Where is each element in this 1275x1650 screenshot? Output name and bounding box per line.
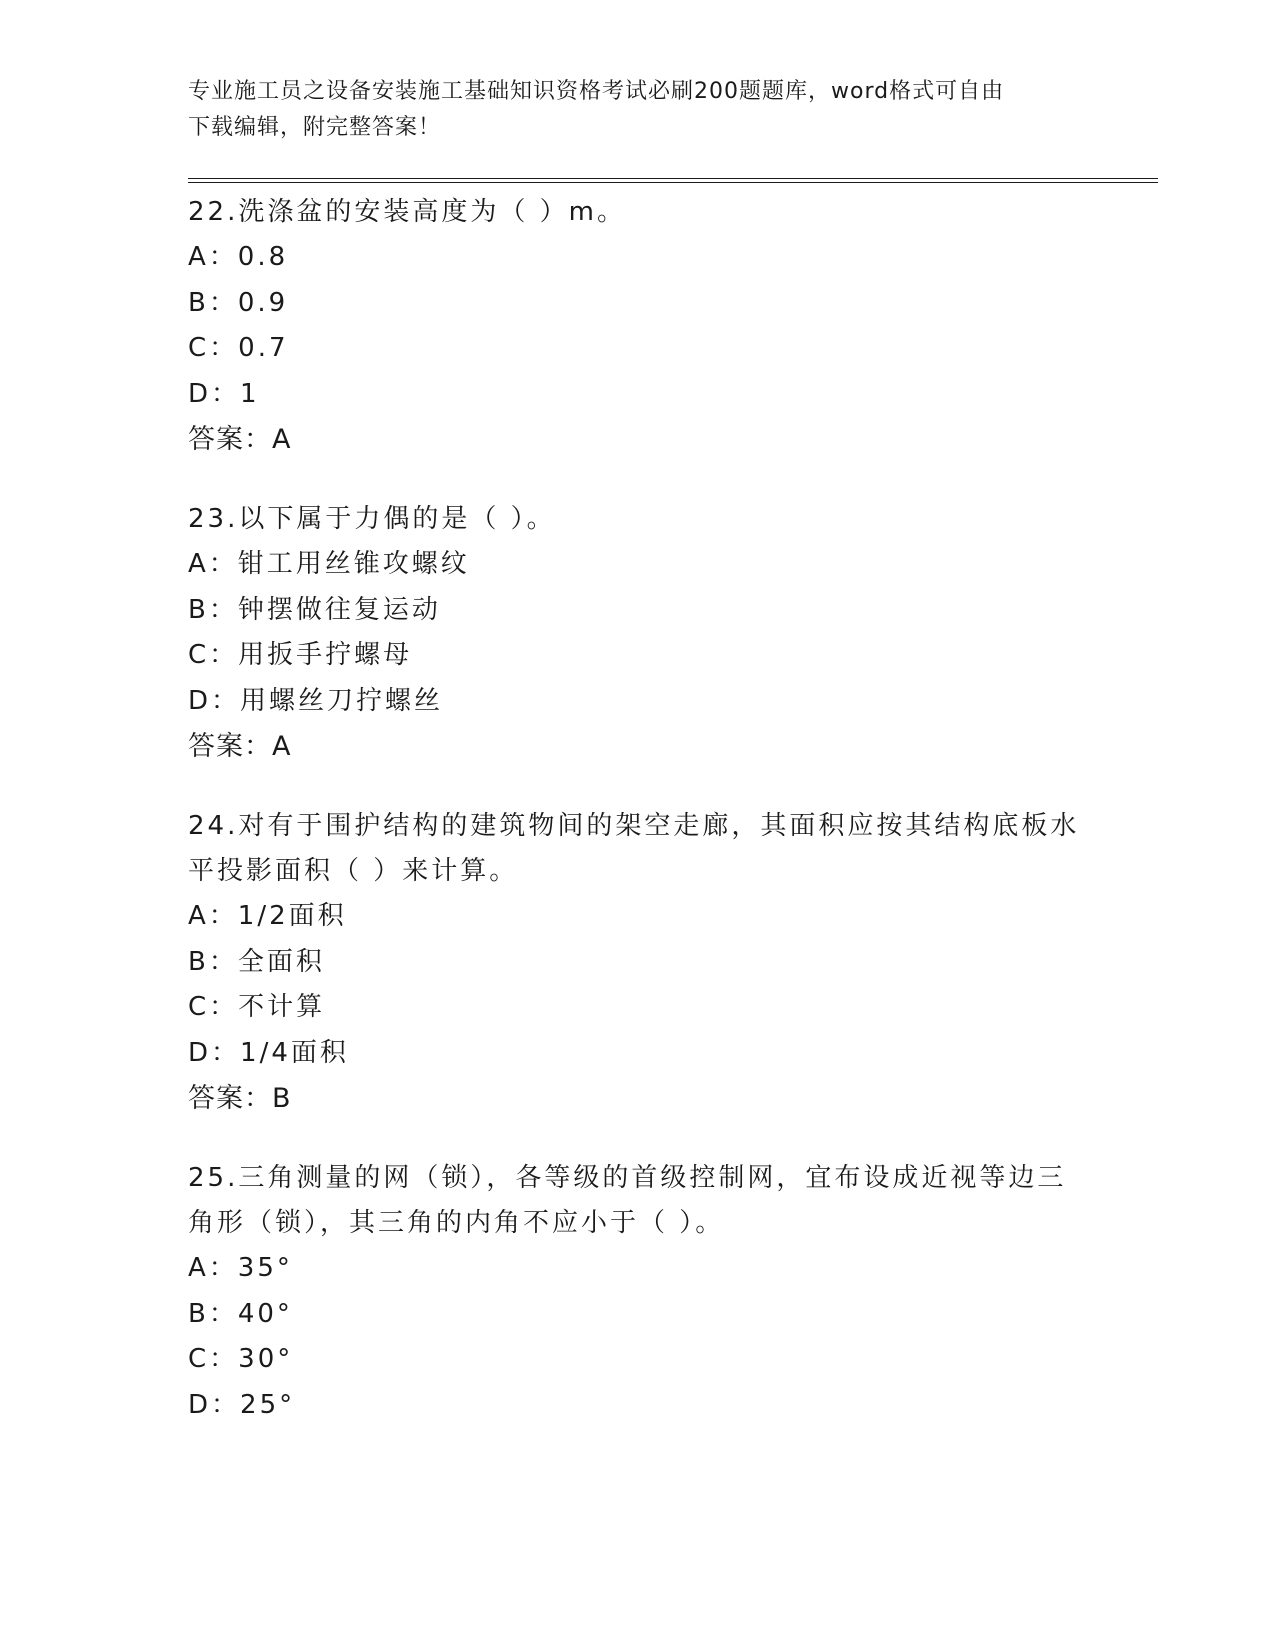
option-b: B：钟摆做往复运动 xyxy=(188,594,441,625)
option-b: B：全面积 xyxy=(188,946,325,977)
option-c: C：不计算 xyxy=(188,992,326,1022)
question-stem: 25.三角测量的网（锁），各等级的首级控制网，宜布设成近视等边三角形（锁），其三角的内角不应小于（ ）。 xyxy=(188,1163,1067,1238)
answer-line: 答案：B xyxy=(188,1083,292,1114)
question-25 xyxy=(188,1156,1088,1428)
question-stem: 23.以下属于力偶的是（ ）。 xyxy=(188,504,556,534)
header-line-1: 专业施工员之设备安装施工基础知识资格考试必刷200题题库，word格式可自由 xyxy=(188,79,1005,104)
option-d: D：1/4面积 xyxy=(188,1037,349,1068)
answer-line: 答案：A xyxy=(188,731,292,762)
option-c: C：30° xyxy=(188,1344,294,1374)
option-d: D：1 xyxy=(188,378,260,409)
option-b: B：40° xyxy=(188,1298,293,1329)
option-a: A：钳工用丝锥攻螺纹 xyxy=(188,549,470,579)
question-stem: 24.对有于围护结构的建筑物间的架空走廊，其面积应按其结构底板水平投影面积（ ）来计算。 xyxy=(188,811,1080,886)
option-d: D：用螺丝刀拧螺丝 xyxy=(188,685,444,716)
question-23 xyxy=(188,497,1088,770)
option-a: A：35° xyxy=(188,1253,293,1283)
answer-line: 答案：A xyxy=(188,424,292,455)
option-a: A：0.8 xyxy=(188,242,289,272)
header-divider xyxy=(188,178,1158,183)
option-d: D：25° xyxy=(188,1389,296,1420)
question-stem: 22.洗涤盆的安装高度为（ ）m。 xyxy=(188,197,626,227)
option-c: C：用扳手拧螺母 xyxy=(188,640,413,670)
question-24 xyxy=(188,804,1088,1122)
option-b: B：0.9 xyxy=(188,287,289,318)
question-list xyxy=(188,190,1088,1462)
document-header xyxy=(188,74,1088,146)
option-a: A：1/2面积 xyxy=(188,901,347,931)
option-c: C：0.7 xyxy=(188,333,289,363)
header-line-2: 下载编辑，附完整答案！ xyxy=(188,115,442,140)
question-22 xyxy=(188,190,1088,463)
